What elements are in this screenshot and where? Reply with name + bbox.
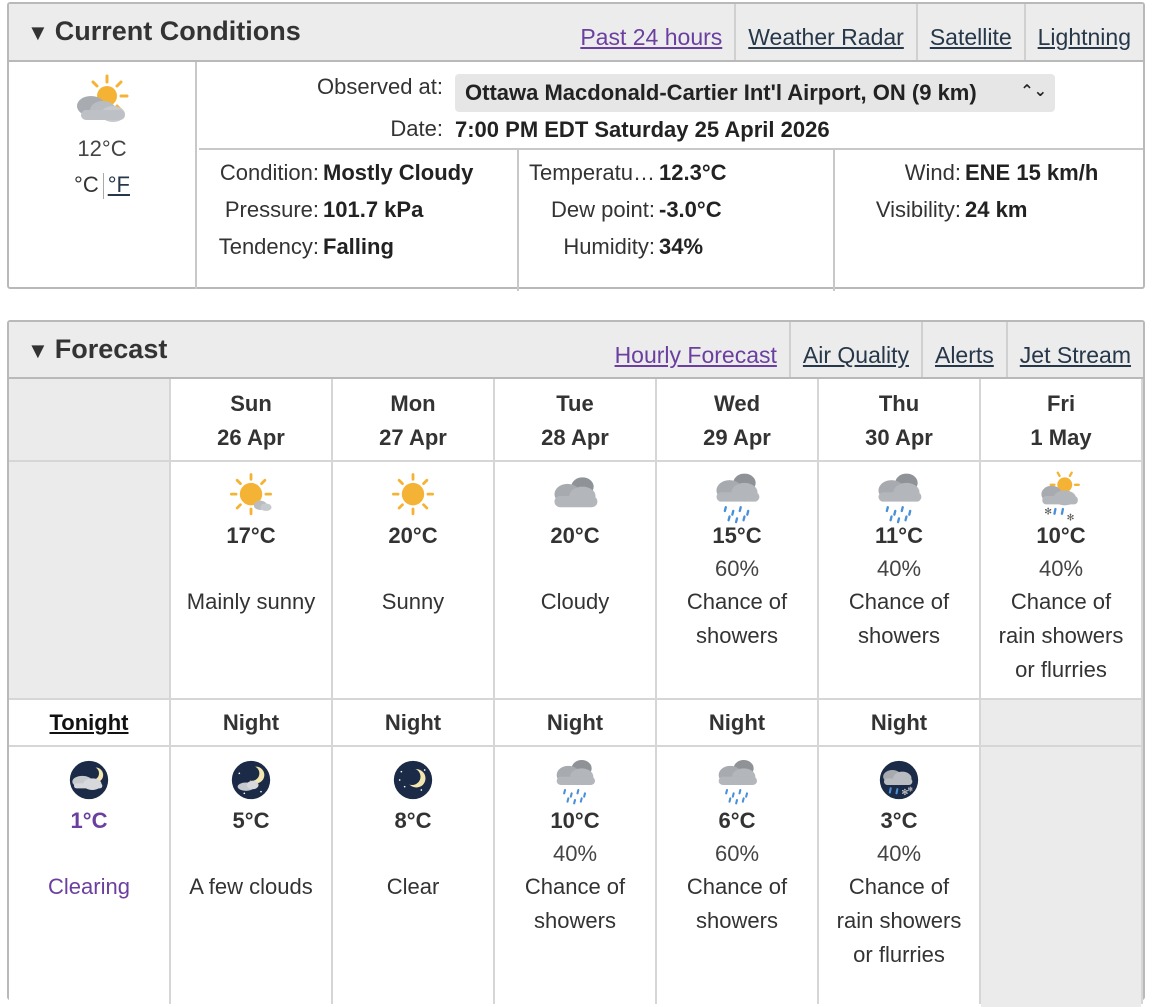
observation-date: 7:00 PM EDT Saturday 25 April 2026 [455, 117, 830, 142]
day-date: 27 Apr [379, 425, 447, 450]
tendency-label: Tendency: [218, 234, 319, 259]
current-conditions-panel [7, 2, 1145, 289]
pressure-value: 101.7 kPa [323, 197, 424, 222]
night-summary: Clearing [48, 874, 130, 899]
current-conditions-title[interactable] [27, 16, 301, 47]
day-date: 28 Apr [541, 425, 609, 450]
day-header [981, 379, 1141, 460]
night-forecast-cell [333, 747, 493, 1007]
night-temperature: 3°C [880, 808, 918, 833]
sun-icon [385, 468, 441, 524]
precip-probability: 60% [714, 556, 760, 581]
day-name: Wed [713, 391, 761, 416]
precip-probability: 40% [552, 841, 598, 866]
night-header [495, 700, 655, 745]
day-name: Mon [390, 391, 436, 416]
day-name: Tue [556, 391, 594, 416]
day-summary: rain showers [998, 623, 1124, 648]
night-summary: showers [534, 908, 616, 933]
precip-spacer [171, 552, 331, 585]
day-summary: Mainly sunny [186, 589, 316, 614]
collapse-triangle-icon[interactable]: ▼ [27, 20, 49, 45]
night-summary: Clear [386, 874, 440, 899]
day-temperature: 17°C [226, 523, 276, 548]
select-chevron-icon: ⌃⌄ [1020, 83, 1047, 100]
day-summary: or flurries [1015, 657, 1107, 682]
day-forecast-cell [333, 462, 493, 698]
tonight-link[interactable]: Tonight [49, 710, 129, 735]
date-label: Date: [390, 116, 443, 141]
humidity-value: 34% [659, 234, 704, 259]
visibility-value: 24 km [965, 197, 1028, 222]
condition-label: Condition: [219, 160, 319, 185]
night-temperature: 6°C [718, 808, 756, 833]
observed-at-label: Observed at: [317, 74, 443, 99]
night-forecast-cell [495, 747, 655, 1007]
night-forecast-cell [819, 747, 979, 1007]
night-summary: showers [696, 908, 778, 933]
air-quality-link[interactable]: Air Quality [789, 322, 921, 377]
precip-spacer [9, 837, 169, 870]
night-header [819, 700, 979, 745]
collapse-triangle-icon[interactable]: ▼ [27, 338, 49, 363]
observation-header [199, 68, 1143, 148]
svg-text:✻: ✻ [1044, 506, 1053, 517]
hourly-forecast-link[interactable]: Hourly Forecast [614, 342, 777, 368]
precip-probability: 40% [876, 841, 922, 866]
sun-rain-snow-icon [1033, 468, 1089, 524]
cloud-icon [547, 468, 603, 524]
night-summary: or flurries [853, 942, 945, 967]
condition-value: Mostly Cloudy [323, 160, 474, 185]
night-label: Night [870, 710, 928, 735]
day-name: Sun [230, 391, 272, 416]
night-header [9, 700, 169, 745]
precip-probability: 40% [1038, 556, 1084, 581]
celsius-unit: °C [74, 172, 99, 197]
conditions-column-2 [517, 150, 833, 291]
night-cloud-icon [64, 755, 114, 805]
precip-spacer [333, 837, 493, 870]
night-summary: rain showers [836, 908, 962, 933]
tendency-value: Falling [323, 234, 394, 259]
past-24-hours-link[interactable]: Past 24 hours [580, 24, 723, 50]
night-few-clouds-icon [226, 755, 276, 805]
day-summary: Sunny [381, 589, 445, 614]
night-summary: A few clouds [189, 874, 313, 899]
day-summary: Chance of [848, 589, 950, 614]
conditions-column-3 [833, 150, 1149, 291]
day-name: Thu [878, 391, 920, 416]
temperature-value: 12.3°C [659, 160, 727, 185]
day-name: Fri [1046, 391, 1076, 416]
conditions-grid [199, 148, 1143, 289]
rain-cloud-icon [709, 468, 765, 524]
day-temperature: 20°C [550, 523, 600, 548]
precip-probability: 40% [876, 556, 922, 581]
night-temperature: 5°C [232, 808, 270, 833]
precip-spacer [171, 837, 331, 870]
forecast-grid [9, 379, 1143, 1004]
night-forecast-cell [171, 747, 331, 1007]
night-header [171, 700, 331, 745]
sunny-cloud-icon [223, 468, 279, 524]
forecast-corner-cell [9, 379, 169, 460]
day-temperature: 10°C [1036, 523, 1086, 548]
day-forecast-cell [819, 462, 979, 698]
empty-night-cell [981, 747, 1141, 1007]
day-temperature: 11°C [875, 523, 923, 548]
night-temperature: 8°C [394, 808, 432, 833]
day-summary: showers [858, 623, 940, 648]
moon-icon [388, 755, 438, 805]
night-summary: Chance of [848, 874, 950, 899]
svg-text:✻: ✻ [907, 786, 913, 794]
night-summary: Chance of [524, 874, 626, 899]
wind-value: ENE 15 km/h [965, 160, 1099, 185]
svg-text:✻: ✻ [901, 787, 909, 797]
night-forecast-cell [9, 747, 169, 1007]
station-select-value: Ottawa Macdonald-Cartier Int'l Airport, ON (9 km) [465, 80, 977, 105]
rain-cloud-icon [550, 755, 600, 805]
day-date: 26 Apr [217, 425, 285, 450]
visibility-label: Visibility: [875, 197, 961, 222]
precip-spacer [495, 552, 655, 585]
dewpoint-value: -3.0°C [659, 197, 722, 222]
rain-cloud-icon [871, 468, 927, 524]
night-label: Night [546, 710, 604, 735]
day-date: 30 Apr [865, 425, 933, 450]
svg-text:✻: ✻ [1066, 512, 1075, 523]
conditions-column-1 [199, 150, 517, 291]
day-summary: Chance of [1010, 589, 1112, 614]
day-header [819, 379, 979, 460]
fahrenheit-link[interactable]: °F [107, 172, 130, 197]
wind-label: Wind: [904, 160, 961, 185]
humidity-label: Humidity: [563, 234, 655, 259]
sun-cloud-icon [73, 74, 131, 126]
day-forecast-cell [171, 462, 331, 698]
day-summary: Chance of [686, 589, 788, 614]
unit-divider [103, 173, 104, 199]
current-conditions-header[interactable] [9, 4, 1143, 62]
day-forecast-cell [981, 462, 1141, 698]
pressure-label: Pressure: [224, 197, 319, 222]
night-temperature: 10°C [550, 808, 600, 833]
day-forecast-cell [495, 462, 655, 698]
station-select[interactable] [455, 74, 1055, 112]
satellite-link[interactable]: Satellite [916, 4, 1024, 60]
night-label: Night [384, 710, 442, 735]
forecast-title-text: Forecast [54, 334, 168, 364]
weather-radar-link[interactable]: Weather Radar [734, 4, 916, 60]
current-temperature: 12°C [77, 136, 127, 161]
alerts-link[interactable]: Alerts [921, 322, 1006, 377]
day-forecast-cell [657, 462, 817, 698]
night-label: Night [708, 710, 766, 735]
night-temperature: 1°C [70, 808, 108, 833]
day-temperature: 15°C [712, 523, 762, 548]
day-date: 1 May [1030, 425, 1092, 450]
forecast-panel [7, 320, 1145, 1000]
forecast-title[interactable] [27, 334, 167, 365]
day-header [333, 379, 493, 460]
current-summary [9, 62, 197, 289]
current-conditions-title-text: Current Conditions [54, 16, 301, 46]
dewpoint-label: Dew point: [551, 197, 655, 222]
rain-cloud-icon [712, 755, 762, 805]
temperature-label: Temperatu… [529, 160, 655, 185]
day-date: 29 Apr [703, 425, 771, 450]
jet-stream-link[interactable]: Jet Stream [1006, 322, 1143, 377]
precip-spacer [333, 552, 493, 585]
night-header [333, 700, 493, 745]
night-summary: Chance of [686, 874, 788, 899]
day-summary: Cloudy [540, 589, 610, 614]
forecast-header[interactable] [9, 322, 1143, 379]
unit-toggle [9, 172, 195, 199]
forecast-day-label-cell [9, 462, 169, 698]
night-label: Night [222, 710, 280, 735]
night-header [657, 700, 817, 745]
precip-probability: 60% [714, 841, 760, 866]
night-forecast-cell [657, 747, 817, 1007]
day-header [495, 379, 655, 460]
day-header [171, 379, 331, 460]
lightning-link[interactable]: Lightning [1024, 4, 1143, 60]
empty-night-header [981, 700, 1141, 745]
night-rain-snow-icon [874, 755, 924, 805]
day-summary: showers [696, 623, 778, 648]
day-header [657, 379, 817, 460]
day-temperature: 20°C [388, 523, 438, 548]
